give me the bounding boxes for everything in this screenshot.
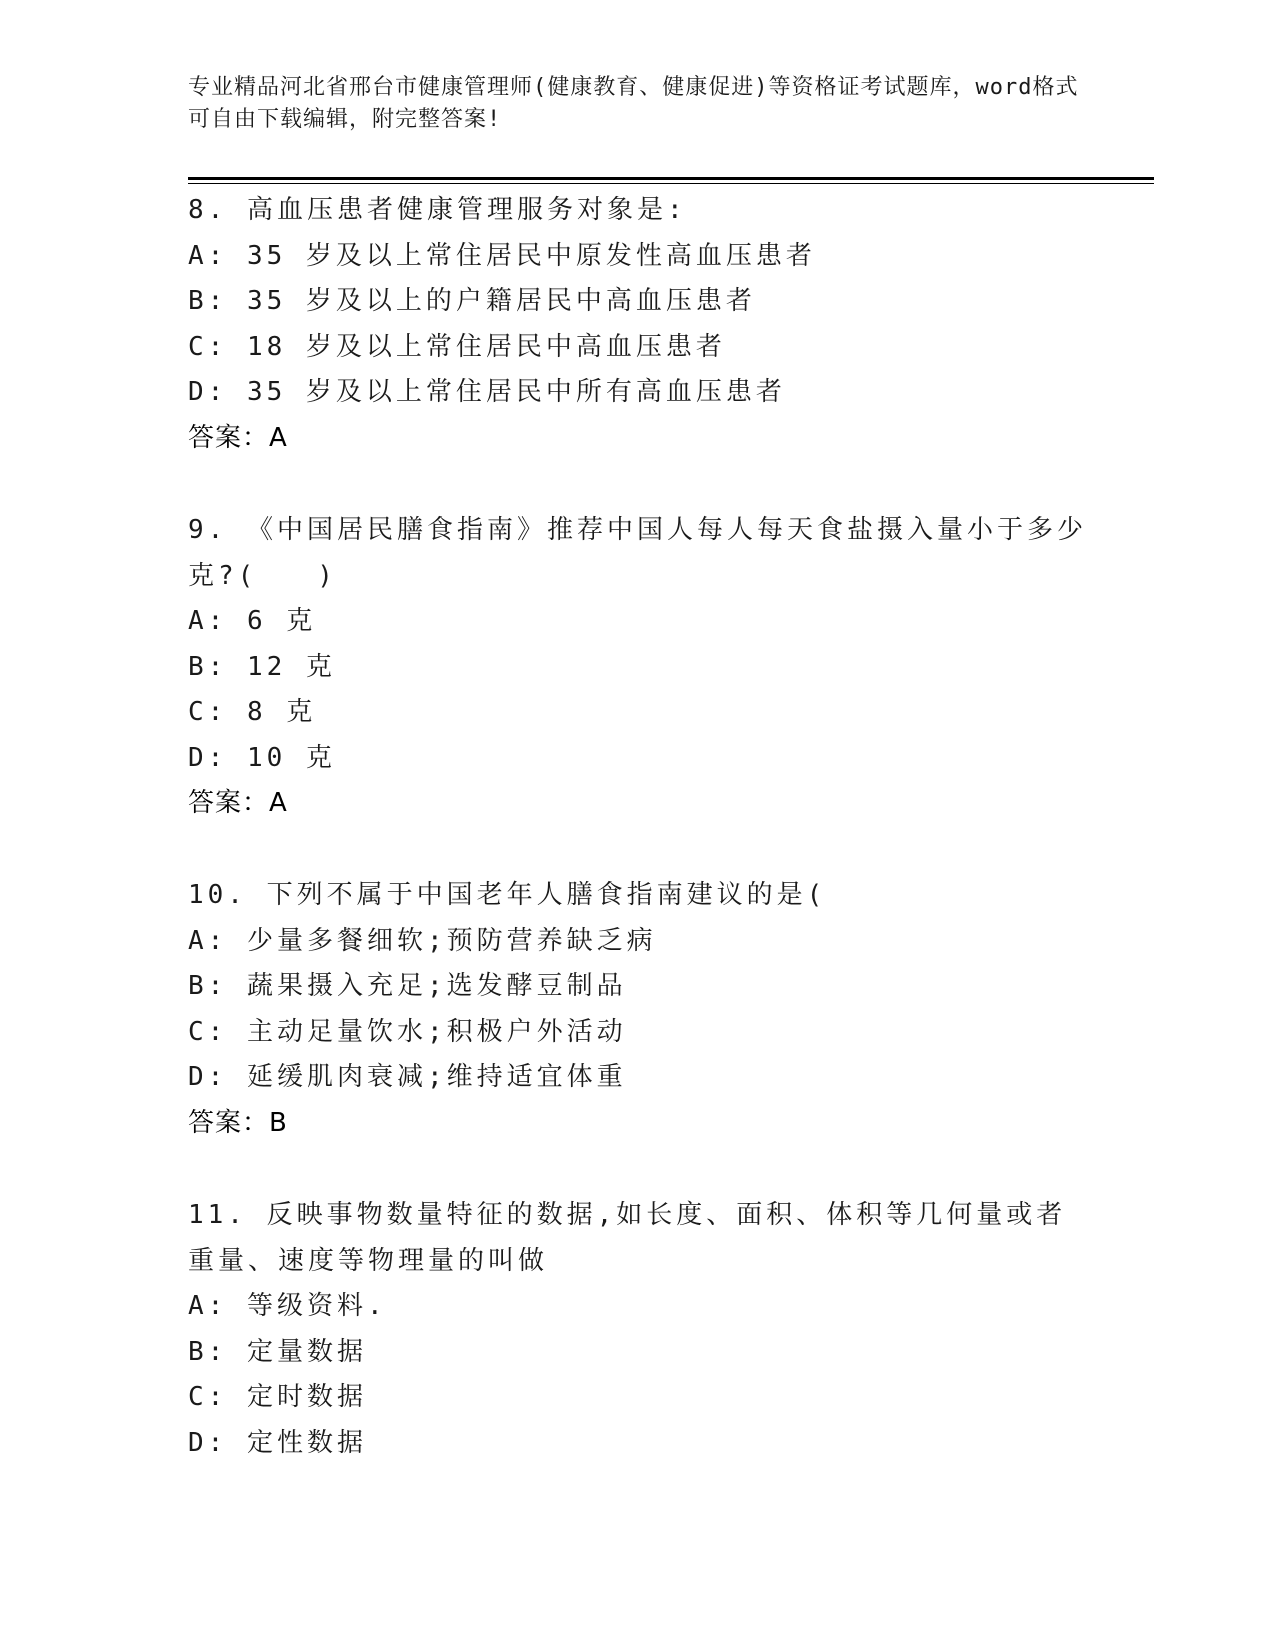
option-c: C: 定时数据 [188,1382,367,1412]
option-a: A: 等级资料. [188,1291,387,1321]
question-stem: 8. 高血压患者健康管理服务对象是: [188,195,687,225]
question-8 [188,188,1088,461]
option-c: C: 18 岁及以上常住居民中高血压患者 [188,331,726,362]
header-divider-thin [188,183,1154,184]
option-d: D: 延缓肌肉衰减;维持适宜体重 [188,1062,627,1092]
question-stem: 9. 《中国居民膳食指南》推荐中国人每人每天食盐摄入量小于多少克?( ) [188,515,1087,591]
option-c: C: 8 克 [188,697,317,727]
option-c: C: 主动足量饮水;积极户外活动 [188,1016,627,1047]
option-a: A: 6 克 [188,606,317,636]
answer: 答案：A [188,422,288,453]
question-9 [188,508,1088,827]
option-a: A: 35 岁及以上常住居民中原发性高血压患者 [188,240,816,271]
option-a: A: 少量多餐细软;预防营养缺乏病 [188,925,657,956]
question-stem: 11. 反映事物数量特征的数据,如长度、面积、体积等几何量或者重量、速度等物理量的叫做 [188,1200,1067,1276]
question-stem: 10. 下列不属于中国老年人膳食指南建议的是( [188,880,827,910]
answer: 答案：A [188,788,288,818]
answer: 答案：B [188,1107,288,1138]
document-header: 专业精品河北省邢台市健康管理师(健康教育、健康促进)等资格证考试题库，word格式可自由下载编辑，附完整答案! [188,75,1079,132]
option-b: B: 蔬果摄入充足;选发酵豆制品 [188,971,627,1001]
option-b: B: 12 克 [188,651,336,682]
option-b: B: 定量数据 [188,1336,367,1367]
question-10 [188,873,1088,1146]
header-divider-thick [188,177,1154,180]
option-d: D: 35 岁及以上常住居民中所有高血压患者 [188,377,786,407]
question-11 [188,1193,1088,1466]
option-b: B: 35 岁及以上的户籍居民中高血压患者 [188,286,756,316]
option-d: D: 定性数据 [188,1427,367,1458]
option-d: D: 10 克 [188,742,336,773]
